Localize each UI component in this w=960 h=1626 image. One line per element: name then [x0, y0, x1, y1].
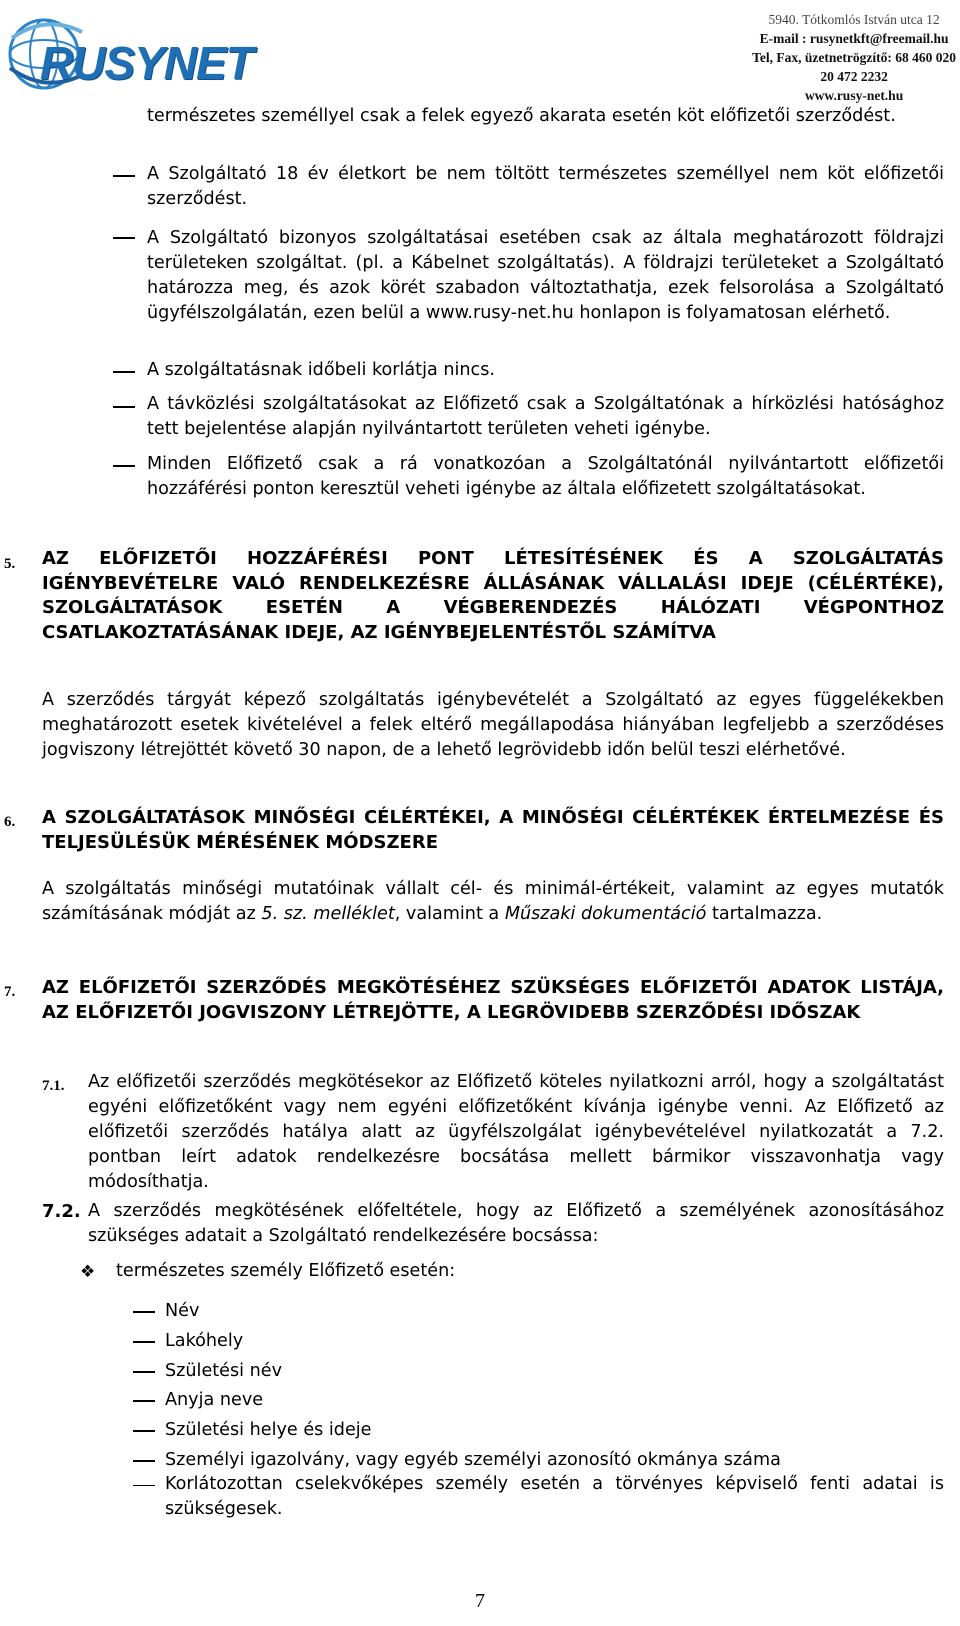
- list-item: A Szolgáltató 18 év életkort be nem töltött természetes személlyel nem köt előfizetői szerződést.: [147, 164, 944, 209]
- subsection-paragraph: Az előfizetői szerződés megkötésekor az Előfizető köteles nyilatkozni arról, hogy a szolgáltatást egyéni előfizetőként vagy nem egyéni előfizetőként kívánja igénybe venni. Az Előfizető az előfizetői szerződés hatálya alatt az ügyfélszolgálat igénybevételével nyilatkozatát a 7.2. pontban leírt adatok rendelkezésre bocsátása mellett bármikor visszavonhatja vagy módosíthatja.: [88, 1072, 944, 1192]
- subsection-number: 7.1.: [42, 1078, 65, 1094]
- list-item: természetes személlyel csak a felek egyező akarata esetén köt előfizetői szerződést.: [147, 106, 896, 126]
- bullet-label: természetes személy Előfizető esetén:: [116, 1261, 456, 1281]
- section-number: 7.: [4, 984, 16, 1000]
- diamond-bullet-icon: ❖: [80, 1262, 96, 1282]
- phone-line: Tel, Fax, üzetnetrögzítő: 68 460 020: [752, 50, 956, 65]
- dash-bullet: [133, 1371, 155, 1373]
- contact-block: [752, 10, 956, 105]
- dash-bullet: [113, 371, 135, 373]
- list-item: Személyi igazolvány, vagy egyéb személyi azonosító okmánya száma: [165, 1450, 781, 1470]
- section-number: 5.: [4, 556, 16, 572]
- page-number: 7: [475, 1590, 485, 1612]
- list-item: Minden Előfizető csak a rá vonatkozóan a Szolgáltatónál nyilvántartott előfizetői hozzáférési ponton keresztül veheti igénybe az általa előfizetett szolgáltatásokat.: [147, 454, 944, 499]
- dash-bullet: [133, 1311, 155, 1313]
- dash-bullet: [133, 1485, 155, 1486]
- dash-bullet: [113, 237, 135, 239]
- dash-bullet: [113, 465, 135, 467]
- list-item: A Szolgáltató bizonyos szolgáltatásai esetében csak az általa meghatározott földrajzi területeken szolgáltat. (pl. a Kábelnet szolgáltatás). A földrajzi területeket a Szolgáltató határozza meg, és azok körét szabadon változtathatja, ezek felsorolása a Szolgáltató ügyfélszolgálatán, ezen belül a www.rusy-net.hu honlapon is folyamatosan elérhető.: [147, 228, 944, 323]
- section-heading: AZ ELŐFIZETŐI SZERZŐDÉS MEGKÖTÉSÉHEZ SZÜKSÉGES ELŐFIZETŐI ADATOK LISTÁJA, AZ ELŐFIZETŐI JOGVISZONY LÉTREJÖTTE, A LEGRÖVIDEBB SZERZŐDÉSI IDŐSZAK: [42, 977, 944, 1023]
- list-item: Korlátozottan cselekvőképes személy esetén a törvényes képviselő fenti adatai is szükségesek.: [165, 1474, 944, 1519]
- dash-bullet: [133, 1341, 155, 1343]
- doc-reference: Műszaki dokumentáció: [504, 904, 707, 924]
- rusynet-logo: [6, 8, 276, 98]
- list-item: Anyja neve: [165, 1390, 264, 1410]
- section-number: 6.: [4, 814, 16, 830]
- mobile-line: 20 472 2232: [820, 69, 888, 84]
- email-line: E-mail : rusynetkft@freemail.hu: [759, 31, 949, 46]
- dash-bullet: [113, 406, 135, 408]
- annex-reference: 5. sz. melléklet: [261, 904, 395, 924]
- list-item: Lakóhely: [165, 1331, 244, 1351]
- section-paragraph: A szolgáltatás minőségi mutatóinak vállalt cél- és minimál-értékeit, valamint az egyes mutatók számításának módját az 5. sz. melléklet, valamint a Műszaki dokumentáció tartalmazza.: [42, 879, 944, 924]
- dash-bullet: [133, 1400, 155, 1402]
- logo-wordmark: RUSYNET: [40, 37, 253, 89]
- subsection-number: 7.2.: [42, 1201, 81, 1222]
- website-line: www.rusy-net.hu: [804, 88, 904, 103]
- list-item: A szolgáltatásnak időbeli korlátja nincs.: [147, 360, 495, 380]
- address-line: 5940. Tótkomlós István utca 12: [768, 12, 940, 27]
- page-header: [0, 0, 960, 103]
- list-item: Születési helye és ideje: [165, 1420, 372, 1440]
- subsection-paragraph: A szerződés megkötésének előfeltétele, hogy az Előfizető a személyének azonosításához szükséges adatait a Szolgáltató rendelkezésére bocsássa:: [88, 1201, 944, 1246]
- list-item: Név: [165, 1301, 200, 1321]
- dash-bullet: [133, 1460, 155, 1462]
- section-heading: A SZOLGÁLTATÁSOK MINŐSÉGI CÉLÉRTÉKEI, A MINŐSÉGI CÉLÉRTÉKEK ÉRTELMEZÉSE ÉS TELJESÜLÉSÜK MÉRÉSÉNEK MÓDSZERE: [42, 807, 944, 853]
- list-item: A távközlési szolgáltatásokat az Előfizető csak a Szolgáltatónak a hírközlési hatósághoz tett bejelentése alapján nyilvántartott területen veheti igénybe.: [147, 394, 944, 439]
- dash-bullet: [133, 1430, 155, 1432]
- section-heading: AZ ELŐFIZETŐI HOZZÁFÉRÉSI PONT LÉTESÍTÉSÉNEK ÉS A SZOLGÁLTATÁS IGÉNYBEVÉTELRE VALÓ RENDELKEZÉSRE ÁLLÁSÁNAK VÁLLALÁSI IDEJE (CÉLÉRTÉKE), SZOLGÁLTATÁSOK ESETÉN A VÉGBERENDEZÉS HÁLÓZATI VÉGPONTHOZ CSATLAKOZTATÁSÁNAK IDEJE, AZ IGÉNYBEJELENTÉSTŐL SZÁMÍTVA: [42, 548, 944, 643]
- dash-bullet: [113, 175, 135, 177]
- list-item: Születési név: [165, 1361, 283, 1381]
- section-paragraph: A szerződés tárgyát képező szolgáltatás igénybevételét a Szolgáltató az egyes függelékekben meghatározott esetek kivételével a felek eltérő megállapodása hiányában legfeljebb a szerződéses jogviszony létrejöttét követő 30 napon, de a lehető legrövidebb időn belül teszi elérhetővé.: [42, 690, 944, 760]
